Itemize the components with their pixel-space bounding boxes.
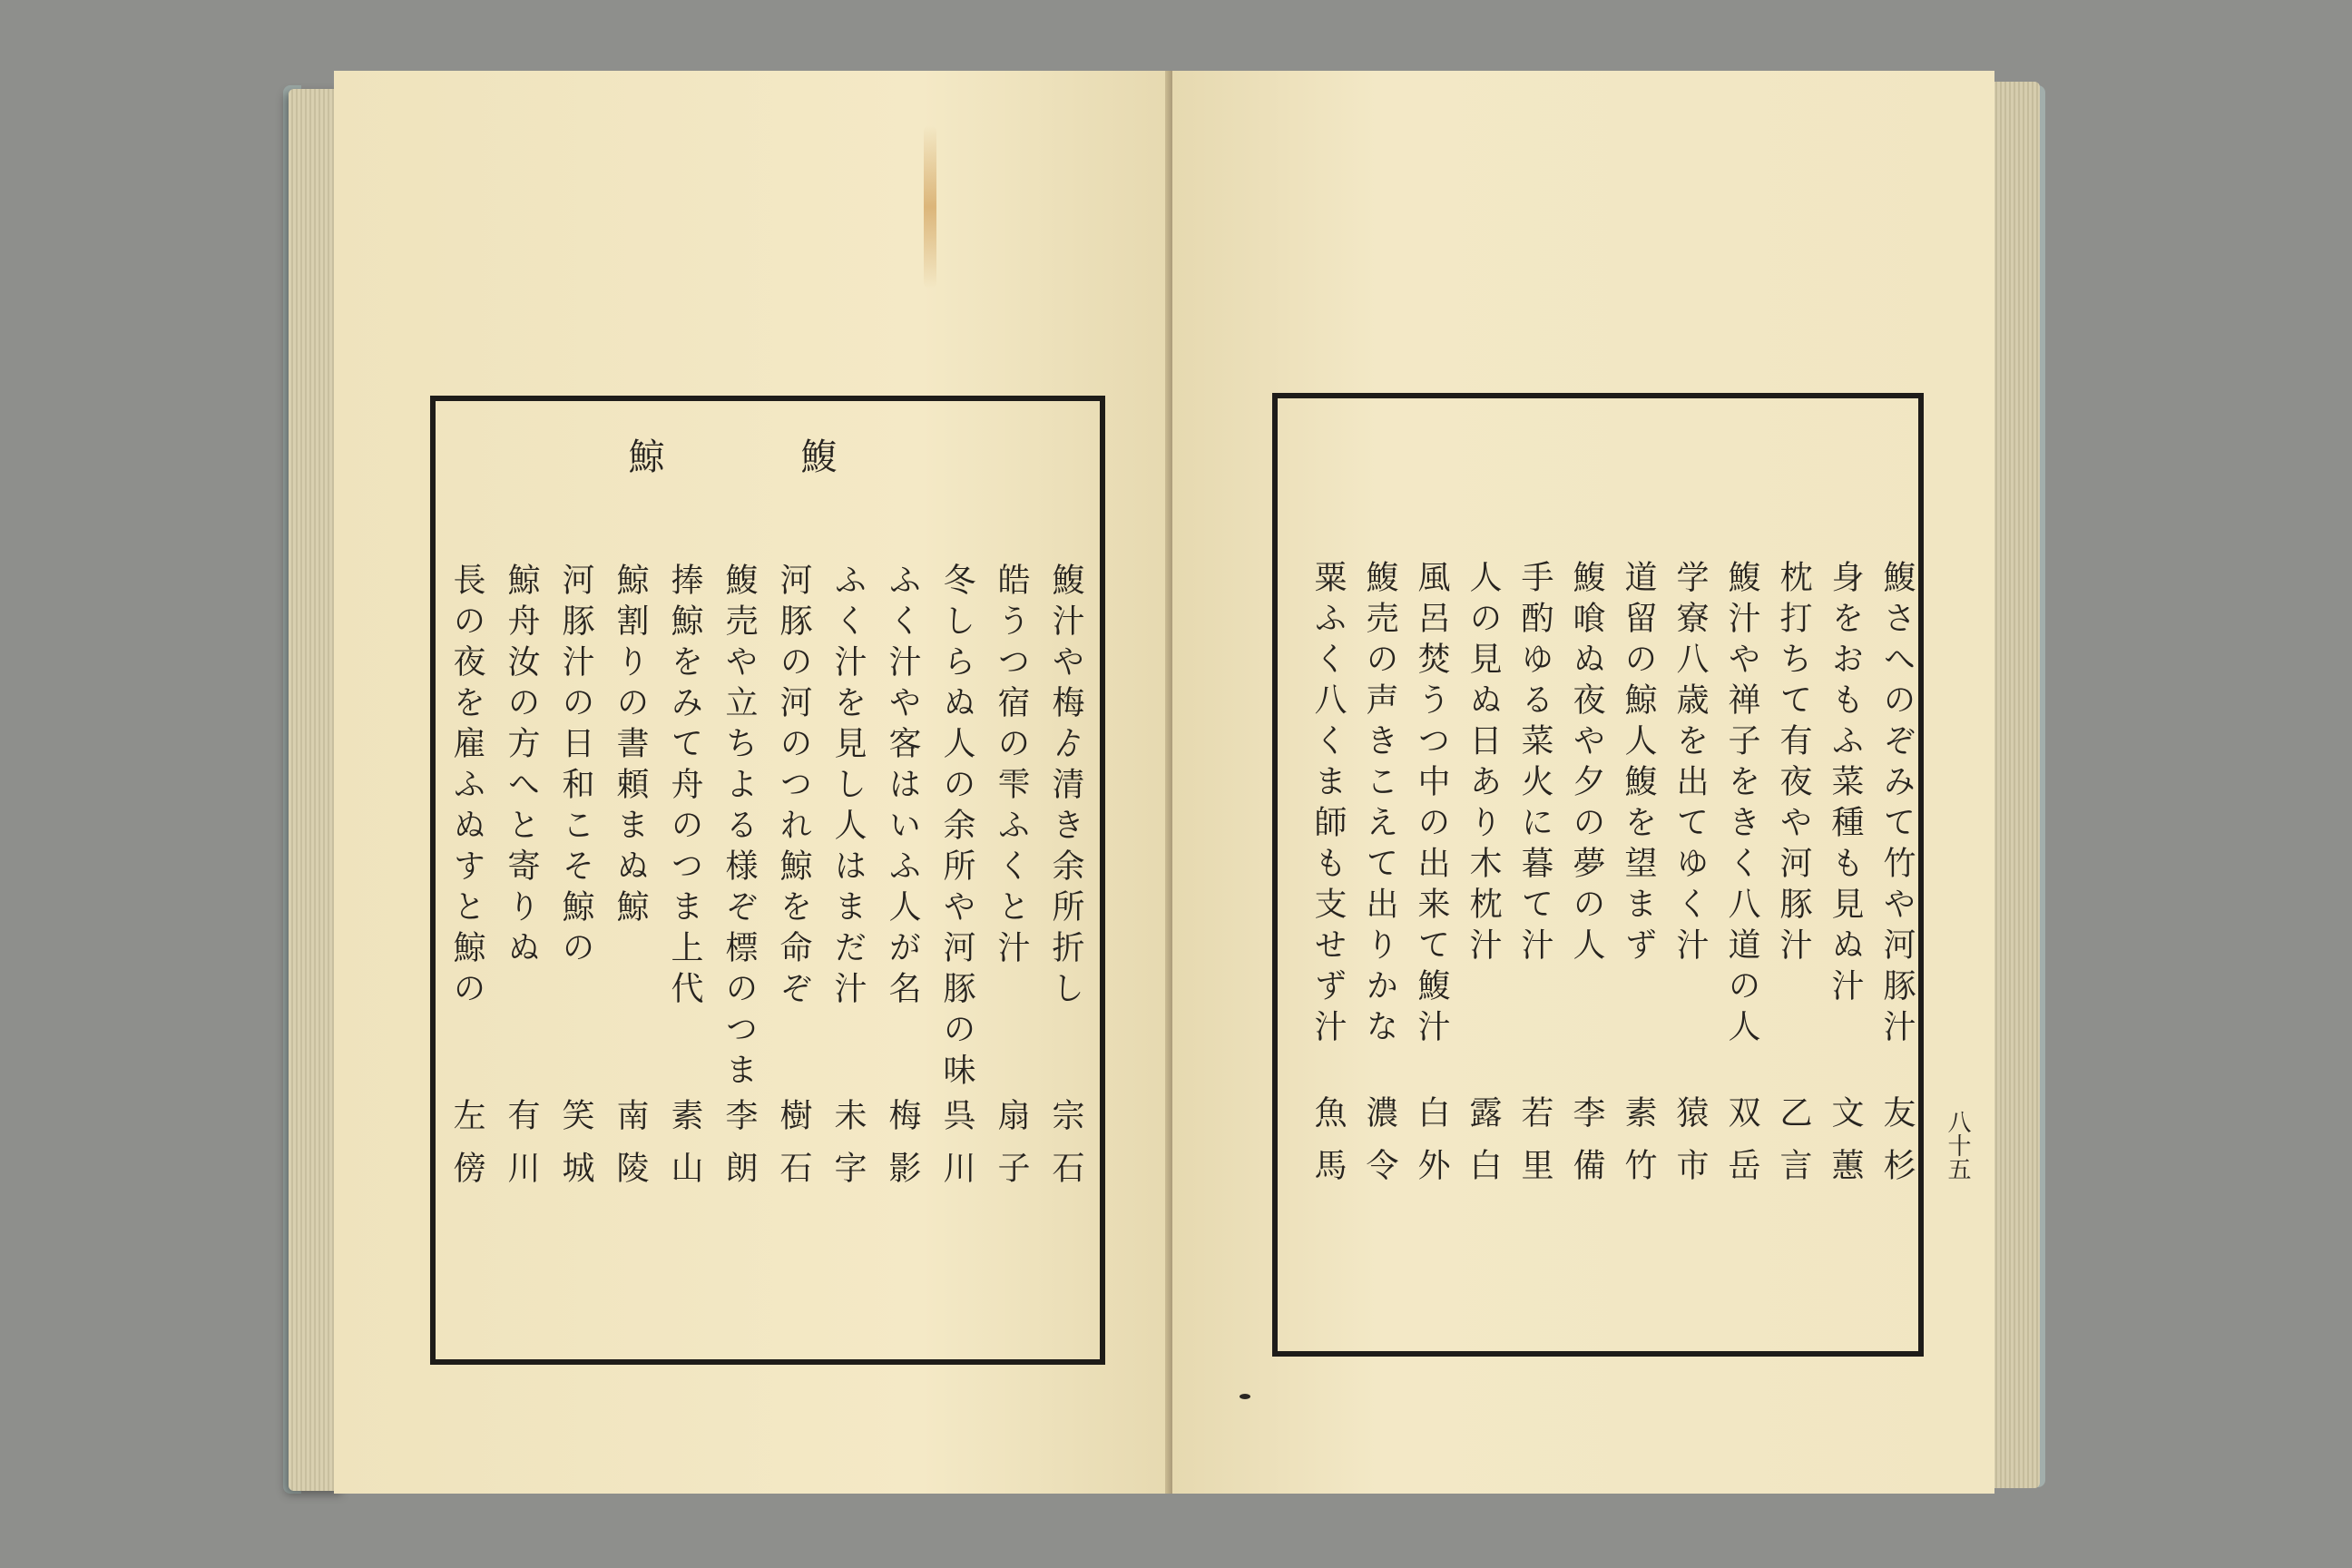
left-author-9: 南陵 bbox=[612, 1098, 649, 1203]
right-poem-2: 身をおもふ菜種も見ぬ汁 bbox=[1827, 560, 1864, 1009]
ink-spot bbox=[1240, 1394, 1250, 1399]
right-poem-10: 風呂焚うつ中の出来て鰒汁 bbox=[1413, 560, 1450, 1050]
right-poem-8: 手酌ゆる菜火に暮て汁 bbox=[1516, 560, 1553, 968]
left-text-frame bbox=[430, 396, 1105, 1365]
right-author-4: 双岳 bbox=[1723, 1095, 1760, 1200]
right-poem-1: 鰒さへのぞみて竹や河豚汁 bbox=[1878, 560, 1916, 1050]
left-page bbox=[334, 71, 1172, 1494]
right-poem-9: 人の見ぬ日あり木枕汁 bbox=[1465, 560, 1502, 968]
right-author-12: 魚馬 bbox=[1309, 1095, 1347, 1200]
right-author-9: 露白 bbox=[1465, 1095, 1502, 1200]
left-author-10: 笑城 bbox=[557, 1098, 594, 1203]
right-author-6: 素竹 bbox=[1620, 1095, 1657, 1200]
left-poem-4: ふく汁や客はいふ人が名 bbox=[884, 563, 921, 1012]
left-poem-3: 冬しらぬ人の余所や河豚の味 bbox=[938, 563, 975, 1093]
title-whale: 鯨 bbox=[622, 437, 664, 477]
title-fugu: 鰒 bbox=[795, 437, 837, 477]
left-author-1: 宗石 bbox=[1047, 1098, 1084, 1203]
right-poem-6: 道留の鯨人鰒を望まず bbox=[1620, 560, 1657, 968]
right-author-5: 猿市 bbox=[1671, 1095, 1709, 1200]
paper-stain bbox=[924, 125, 936, 289]
left-poem-6: 河豚の河のつれ鯨を命ぞ bbox=[775, 563, 812, 1012]
left-author-8: 素山 bbox=[666, 1098, 703, 1203]
left-poem-7: 鰒売や立ちよる様ぞ標のつま bbox=[720, 563, 758, 1093]
right-poem-5: 学寮八歳を出てゆく汁 bbox=[1671, 560, 1709, 968]
open-book bbox=[289, 65, 2040, 1515]
left-poem-9: 鯨割りの書頼まぬ鯨 bbox=[612, 563, 649, 930]
right-author-10: 白外 bbox=[1413, 1095, 1450, 1200]
right-poem-11: 鰒売の声きこえて出りかな bbox=[1361, 560, 1398, 1050]
left-author-6: 樹石 bbox=[775, 1098, 812, 1203]
page-number: 八十五 bbox=[1944, 1110, 1971, 1181]
left-author-12: 左傍 bbox=[448, 1098, 485, 1203]
left-poem-11: 鯨舟汝の方へと寄りぬ bbox=[503, 563, 540, 971]
left-poem-2: 皓うつ宿の雫ふくと汁 bbox=[993, 563, 1030, 971]
right-poem-4: 鰒汁や禅子をきく八道の人 bbox=[1723, 560, 1760, 1050]
right-author-1: 友杉 bbox=[1878, 1095, 1916, 1200]
right-author-2: 文蕙 bbox=[1827, 1095, 1864, 1200]
left-poem-5: ふく汁を見し人はまだ汁 bbox=[829, 563, 867, 1012]
left-poem-8: 捧鯨をみて舟のつま上代 bbox=[666, 563, 703, 1012]
left-author-7: 李朗 bbox=[720, 1098, 758, 1203]
left-author-2: 扇子 bbox=[993, 1098, 1030, 1203]
right-poem-7: 鰒喰ぬ夜や夕の夢の人 bbox=[1568, 560, 1605, 968]
left-author-3: 呉川 bbox=[938, 1098, 975, 1203]
left-poem-1: 鰒汁や梅ゟ清き余所折し bbox=[1047, 563, 1084, 1012]
left-author-11: 有川 bbox=[503, 1098, 540, 1203]
right-page bbox=[1172, 71, 1994, 1494]
left-poem-12: 長の夜を雇ふぬすと鯨の bbox=[448, 563, 485, 1012]
right-text-frame bbox=[1272, 393, 1924, 1357]
left-poem-10: 河豚汁の日和こそ鯨の bbox=[557, 563, 594, 971]
right-author-8: 若里 bbox=[1516, 1095, 1553, 1200]
right-author-7: 李備 bbox=[1568, 1095, 1605, 1200]
left-author-4: 梅影 bbox=[884, 1098, 921, 1203]
page-stack-right bbox=[1993, 82, 2040, 1488]
right-poem-12: 粟ふく八くま師も支せず汁 bbox=[1309, 560, 1347, 1050]
right-author-11: 濃令 bbox=[1361, 1095, 1398, 1200]
right-poem-3: 枕打ちて有夜や河豚汁 bbox=[1775, 560, 1812, 968]
left-author-5: 未字 bbox=[829, 1098, 867, 1203]
right-author-3: 乙言 bbox=[1775, 1095, 1812, 1200]
